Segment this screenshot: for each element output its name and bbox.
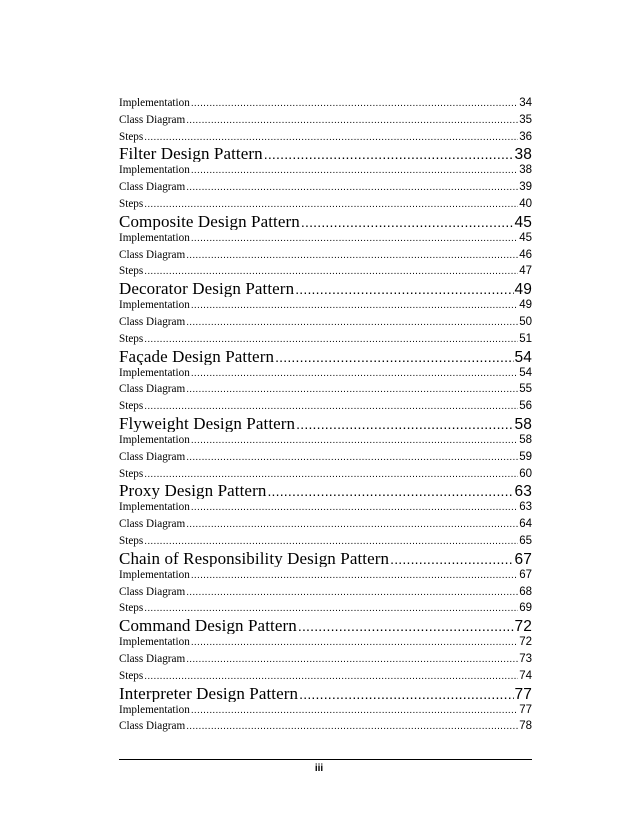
toc-section-entry[interactable] (119, 297, 532, 314)
dot-leader (186, 113, 518, 129)
dot-leader (298, 618, 514, 634)
toc-entry-title: Steps (119, 197, 144, 210)
toc-section-entry[interactable] (119, 449, 532, 466)
toc-entry-page-number: 38 (514, 146, 532, 163)
dot-leader (186, 450, 518, 466)
toc-entry-title: Implementation (119, 164, 190, 177)
toc-entry-page-number: 36 (519, 130, 532, 143)
dot-leader (186, 180, 518, 196)
dot-leader (144, 601, 518, 617)
dot-leader (264, 146, 514, 162)
toc-section-entry[interactable] (119, 179, 532, 196)
toc-entry-title: Implementation (119, 433, 190, 446)
toc-entry-title: Class Diagram (119, 113, 186, 126)
dot-leader (144, 197, 518, 213)
toc-section-entry[interactable] (119, 702, 532, 719)
dot-leader (191, 298, 518, 314)
dot-leader (191, 568, 518, 584)
toc-section-entry[interactable] (119, 314, 532, 331)
toc-entry-title: Class Diagram (119, 383, 186, 396)
toc-entry-page-number: 40 (519, 197, 532, 210)
toc-entry-page-number: 51 (519, 332, 532, 345)
toc-entry-page-number: 58 (519, 433, 532, 446)
footer-divider (119, 759, 532, 760)
toc-entry-title: Class Diagram (119, 315, 186, 328)
toc-entry-page-number: 55 (519, 383, 532, 396)
dot-leader (275, 349, 513, 365)
dot-leader (191, 433, 518, 449)
dot-leader (186, 652, 518, 668)
toc-entry-title: Command Design Pattern (119, 617, 297, 635)
toc-entry-page-number: 34 (519, 97, 532, 109)
toc-entry-page-number: 77 (514, 685, 532, 702)
dot-leader (144, 669, 518, 685)
dot-leader (144, 130, 518, 146)
dot-leader (191, 366, 518, 382)
toc-chapter-entry[interactable] (119, 685, 532, 702)
toc-entry-title: Class Diagram (119, 450, 186, 463)
dot-leader (267, 483, 513, 499)
dot-leader (144, 399, 518, 415)
toc-entry-page-number: 45 (519, 231, 532, 244)
toc-entry-page-number: 60 (519, 467, 532, 480)
toc-chapter-entry[interactable] (119, 550, 532, 567)
toc-entry-title: Chain of Responsibility Design Pattern (119, 549, 390, 567)
toc-section-entry[interactable] (119, 381, 532, 398)
dot-leader (186, 585, 518, 601)
dot-leader (144, 467, 518, 483)
dot-leader (191, 635, 518, 651)
toc-section-entry[interactable] (119, 162, 532, 179)
toc-entry-title: Implementation (119, 703, 190, 716)
toc-entry-page-number: 45 (514, 213, 532, 230)
dot-leader (144, 264, 518, 280)
toc-entry-page-number: 46 (519, 248, 532, 261)
toc-section-entry[interactable] (119, 263, 532, 280)
toc-entry-page-number: 38 (519, 164, 532, 177)
toc-section-entry[interactable] (119, 247, 532, 264)
toc-entry-title: Implementation (119, 366, 190, 379)
toc-entry-title: Façade Design Pattern (119, 347, 275, 365)
toc-chapter-entry[interactable] (119, 348, 532, 365)
toc-entry-title: Implementation (119, 299, 190, 312)
toc-chapter-entry[interactable] (119, 482, 532, 499)
toc-entry-title: Steps (119, 400, 144, 413)
toc-chapter-entry[interactable] (119, 415, 532, 432)
toc-entry-page-number: 49 (519, 299, 532, 312)
toc-section-entry[interactable] (119, 651, 532, 668)
toc-entry-page-number: 59 (519, 450, 532, 463)
dot-leader (191, 703, 518, 719)
dot-leader (295, 281, 513, 297)
toc-section-entry[interactable] (119, 129, 532, 146)
toc-section-entry[interactable] (119, 516, 532, 533)
toc-entry-page-number: 68 (519, 585, 532, 598)
toc-section-entry[interactable] (119, 584, 532, 601)
dot-leader (186, 719, 518, 735)
toc-entry-page-number: 49 (514, 281, 532, 298)
toc-entry-title: Implementation (119, 97, 190, 109)
toc-section-entry[interactable] (119, 432, 532, 449)
toc-chapter-entry[interactable] (119, 145, 532, 162)
toc-entry-title: Steps (119, 602, 144, 615)
toc-entry-title: Class Diagram (119, 248, 186, 261)
toc-entry-title: Interpreter Design Pattern (119, 684, 299, 702)
toc-section-entry[interactable] (119, 567, 532, 584)
footer-page-number: iii (314, 763, 324, 774)
dot-leader (301, 214, 514, 230)
toc-entry-page-number: 78 (519, 720, 532, 733)
toc-chapter-entry[interactable] (119, 617, 532, 634)
toc-entry-page-number: 54 (519, 366, 532, 379)
toc-entry-page-number: 50 (519, 315, 532, 328)
toc-entry-page-number: 67 (519, 568, 532, 581)
toc-entry-title: Steps (119, 534, 144, 547)
toc-entry-page-number: 63 (519, 501, 532, 514)
toc-section-entry[interactable] (119, 718, 532, 735)
toc-entry-title: Steps (119, 467, 144, 480)
toc-section-entry[interactable] (119, 668, 532, 685)
toc-section-entry[interactable] (119, 466, 532, 483)
dot-leader (299, 686, 513, 702)
toc-section-entry[interactable] (119, 196, 532, 213)
toc-entry-title: Class Diagram (119, 720, 186, 733)
dot-leader (390, 551, 513, 567)
toc-entry-title: Flyweight Design Pattern (119, 414, 296, 432)
toc-section-entry[interactable] (119, 533, 532, 550)
toc-chapter-entry[interactable] (119, 280, 532, 297)
toc-entry-page-number: 72 (514, 618, 532, 635)
toc-entry-page-number: 74 (519, 669, 532, 682)
toc-entry-page-number: 58 (514, 415, 532, 432)
toc-section-entry[interactable] (119, 600, 532, 617)
toc-entry-title: Implementation (119, 231, 190, 244)
toc-entry-title: Class Diagram (119, 181, 186, 194)
toc-section-entry[interactable] (119, 112, 532, 129)
toc-section-entry[interactable] (119, 398, 532, 415)
dot-leader (191, 96, 518, 112)
toc-entry-page-number: 69 (519, 602, 532, 615)
toc-entry-title: Steps (119, 332, 144, 345)
toc-entry-page-number: 39 (519, 181, 532, 194)
toc-entry-page-number: 35 (519, 113, 532, 126)
dot-leader (186, 382, 518, 398)
toc-entry-title: Class Diagram (119, 585, 186, 598)
dot-leader (186, 315, 518, 331)
toc-section-entry[interactable] (119, 499, 532, 516)
dot-leader (186, 248, 518, 264)
toc-entry-title: Steps (119, 265, 144, 278)
toc-entry-title: Filter Design Pattern (119, 145, 263, 163)
toc-entry-title: Implementation (119, 568, 190, 581)
toc-entry-title: Implementation (119, 636, 190, 649)
dot-leader (144, 534, 518, 550)
toc-entry-page-number: 65 (519, 534, 532, 547)
toc-entry-page-number: 54 (514, 348, 532, 365)
toc-entry-page-number: 77 (519, 703, 532, 716)
toc-entry-page-number: 56 (519, 400, 532, 413)
dot-leader (191, 163, 518, 179)
dot-leader (191, 500, 518, 516)
toc-entry-page-number: 67 (514, 550, 532, 567)
toc-entry-title: Class Diagram (119, 518, 186, 531)
dot-leader (296, 416, 513, 432)
toc-entry-title: Proxy Design Pattern (119, 482, 267, 500)
dot-leader (144, 332, 518, 348)
dot-leader (191, 231, 518, 247)
toc-entry-title: Steps (119, 669, 144, 682)
toc-entry-title: Implementation (119, 501, 190, 514)
toc-entry-page-number: 73 (519, 652, 532, 665)
toc-entry-title: Steps (119, 130, 144, 143)
toc-entry-title: Class Diagram (119, 652, 186, 665)
toc-section-entry[interactable] (119, 331, 532, 348)
toc-entry-title: Decorator Design Pattern (119, 280, 295, 298)
toc-entry-page-number: 47 (519, 265, 532, 278)
toc-section-entry[interactable] (119, 95, 532, 112)
toc-entry-page-number: 63 (514, 483, 532, 500)
table-of-contents (119, 95, 532, 735)
toc-entry-page-number: 72 (519, 636, 532, 649)
toc-chapter-entry[interactable] (119, 213, 532, 230)
dot-leader (186, 517, 518, 533)
toc-entry-page-number: 64 (519, 518, 532, 531)
toc-section-entry[interactable] (119, 634, 532, 651)
toc-section-entry[interactable] (119, 365, 532, 382)
toc-entry-title: Composite Design Pattern (119, 212, 300, 230)
toc-section-entry[interactable] (119, 230, 532, 247)
